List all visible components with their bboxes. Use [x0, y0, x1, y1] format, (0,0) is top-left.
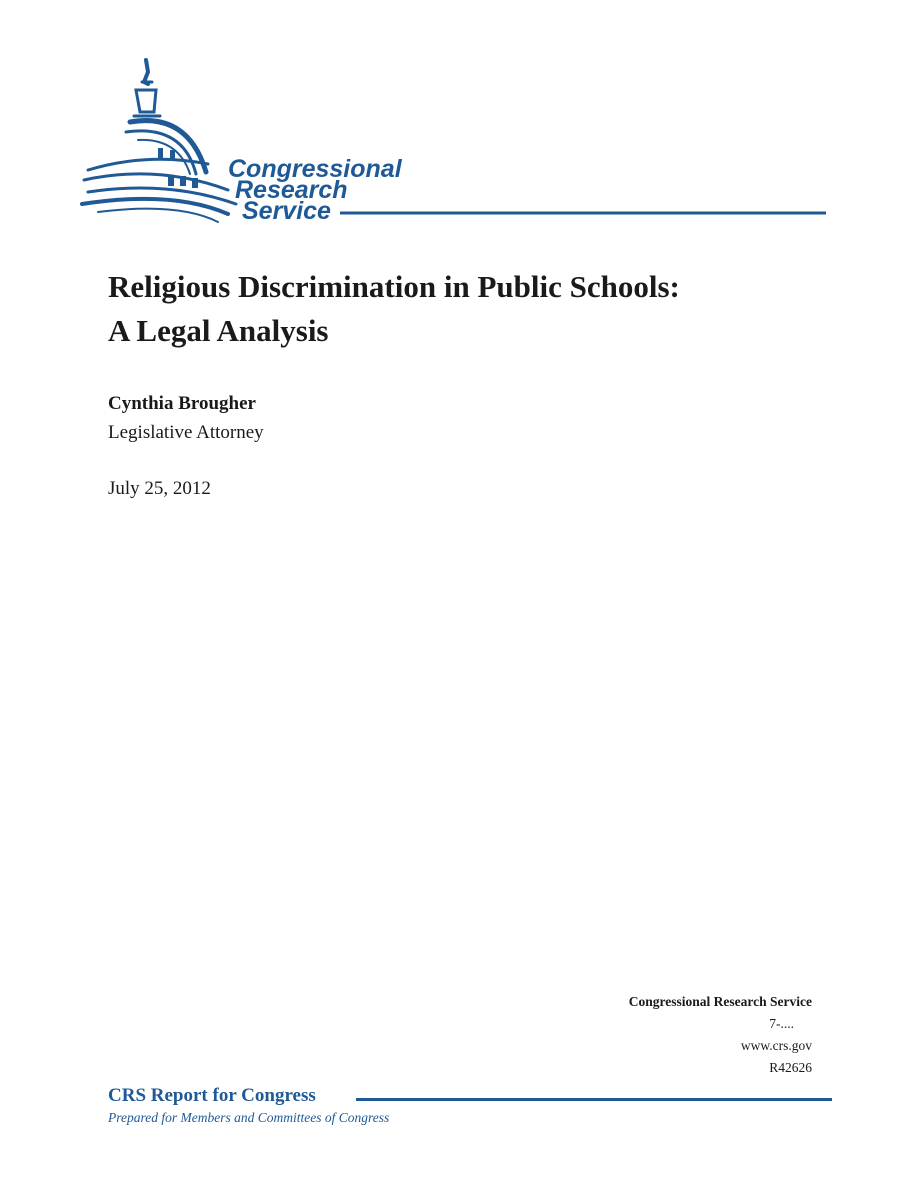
- footer-subtitle: Prepared for Members and Committees of Congress: [108, 1110, 390, 1125]
- logo-line-3: Service: [242, 197, 331, 225]
- author-role: Legislative Attorney: [108, 422, 264, 443]
- crs-org-name: Congressional Research Service: [628, 994, 812, 1009]
- crs-url[interactable]: www.crs.gov: [740, 1038, 812, 1053]
- report-date: July 25, 2012: [108, 478, 211, 499]
- footer: [108, 1085, 832, 1126]
- footer-title: CRS Report for Congress: [108, 1085, 316, 1106]
- logo-line-2: Research: [235, 176, 348, 204]
- crs-info-block: [629, 991, 812, 1079]
- capitol-dome-icon: [78, 52, 838, 232]
- report-title-line-1: Religious Discrimination in Public Schools:: [108, 269, 680, 304]
- author-name: Cynthia Brougher: [108, 393, 256, 414]
- crs-code: 7-....: [769, 1016, 794, 1031]
- report-title-line-2: A Legal Analysis: [108, 313, 329, 348]
- crs-logo: [78, 52, 838, 232]
- footer-rule: [356, 1098, 832, 1101]
- report-title: [108, 265, 868, 353]
- report-number: R42626: [769, 1060, 812, 1075]
- logo-line-1: Congressional: [228, 155, 402, 183]
